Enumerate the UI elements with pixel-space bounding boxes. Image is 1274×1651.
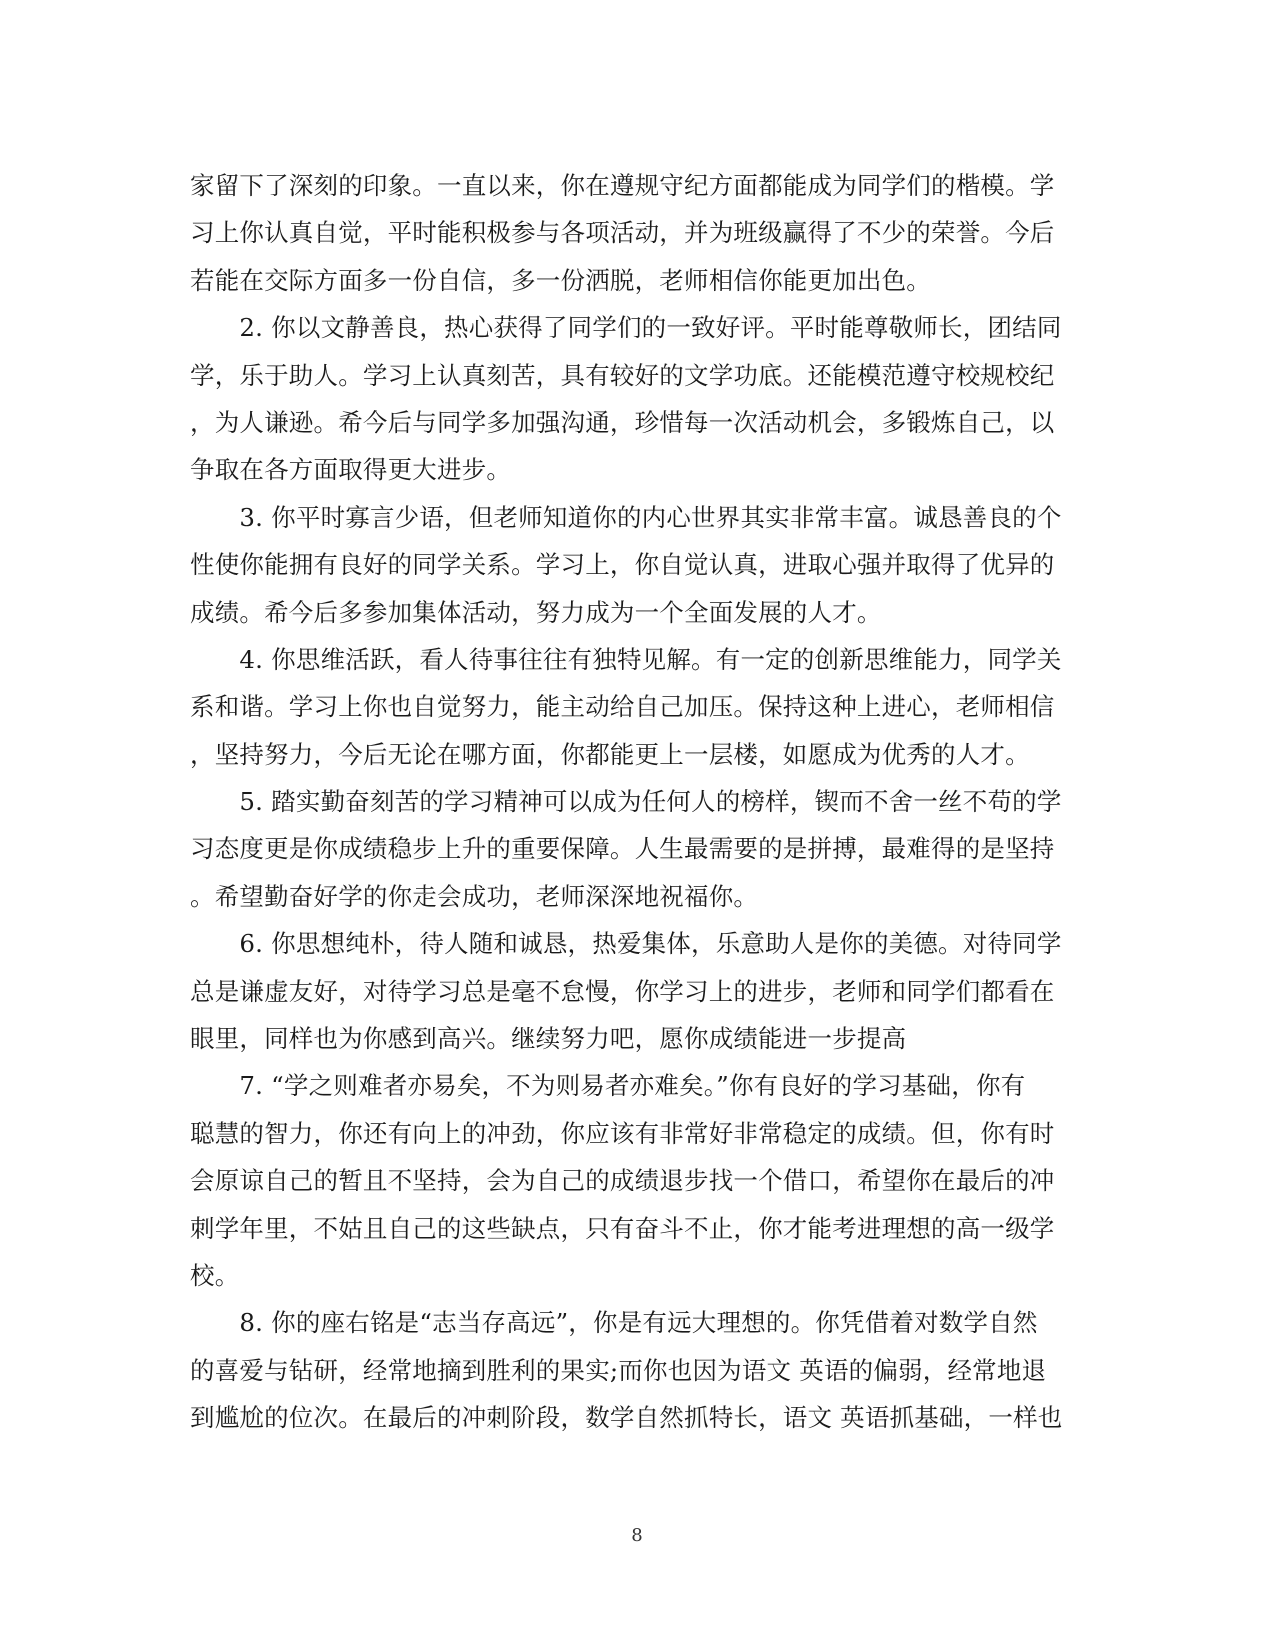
- text-line: 眼里，同样也为你感到高兴。继续努力吧，愿你成绩能进一步提高: [190, 1024, 907, 1054]
- text-line: 的喜爱与钻研，经常地摘到胜利的果实;而你也因为语文 英语的偏弱，经常地退: [190, 1355, 1047, 1385]
- text-line: 争取在各方面取得更大进步。: [190, 455, 512, 485]
- text-line: 若能在交际方面多一份自信，多一份洒脱，老师相信你能更加出色。: [190, 265, 931, 295]
- text-line: 性使你能拥有良好的同学关系。学习上，你自觉认真，进取心强并取得了优异的: [190, 550, 1055, 580]
- text-line: 到尴尬的位次。在最后的冲刺阶段，数学自然抓特长，语文 英语抓基础，一样也: [190, 1403, 1063, 1433]
- text-line: ，为人谦逊。希今后与同学多加强沟通，珍惜每一次活动机会，多锻炼自己，以: [190, 407, 1055, 437]
- text-line: 习态度更是你成绩稳步上升的重要保障。人生最需要的是拼搏，最难得的是坚持: [190, 834, 1055, 864]
- text-line: 7. “学之则难者亦易矣，不为则易者亦难矣。”你有良好的学习基础，你有: [190, 1071, 1026, 1101]
- text-line: 总是谦虚友好，对待学习总是毫不怠慢，你学习上的进步，老师和同学们都看在: [190, 976, 1055, 1006]
- text-line: 成绩。希今后多参加集体活动，努力成为一个全面发展的人才。: [190, 597, 882, 627]
- text-line: 4. 你思维活跃，看人待事往往有独特见解。有一定的创新思维能力，同学关: [190, 644, 1062, 674]
- text-line: 3. 你平时寡言少语，但老师知道你的内心世界其实非常丰富。诚恳善良的个: [190, 502, 1062, 532]
- text-line: 会原谅自己的暂且不坚持，会为自己的成绩退步找一个借口，希望你在最后的冲: [190, 1166, 1055, 1196]
- text-line: 校。: [190, 1260, 240, 1290]
- text-line: 2. 你以文静善良，热心获得了同学们的一致好评。平时能尊敬师长，团结同: [190, 313, 1062, 343]
- document-body: [190, 162, 1080, 1442]
- text-line: 8. 你的座右铭是“志当存高远”，你是有远大理想的。你凭借着对数学自然: [190, 1308, 1038, 1338]
- text-line: 习上你认真自觉，平时能积极参与各项活动，并为班级赢得了不少的荣誉。今后: [190, 218, 1055, 248]
- page-number: 8: [631, 1525, 643, 1546]
- text-line: 家留下了深刻的印象。一直以来，你在遵规守纪方面都能成为同学们的楷模。学: [190, 171, 1055, 200]
- text-line: 学，乐于助人。学习上认真刻苦，具有较好的文学功底。还能模范遵守校规校纪: [190, 360, 1055, 390]
- text-line: 聪慧的智力，你还有向上的冲劲，你应该有非常好非常稳定的成绩。但，你有时: [190, 1118, 1055, 1148]
- text-line: 系和谐。学习上你也自觉努力，能主动给自己加压。保持这种上进心，老师相信: [190, 692, 1055, 722]
- text-line: 6. 你思想纯朴，待人随和诚恳，热爱集体，乐意助人是你的美德。对待同学: [190, 929, 1062, 959]
- text-line: 5. 踏实勤奋刻苦的学习精神可以成为任何人的榜样，锲而不舍一丝不苟的学: [190, 787, 1062, 817]
- text-line: 刺学年里，不姑且自己的这些缺点，只有奋斗不止，你才能考进理想的高一级学: [190, 1213, 1055, 1243]
- text-line: ，坚持努力，今后无论在哪方面，你都能更上一层楼，如愿成为优秀的人才。: [190, 739, 1030, 769]
- text-line: 。希望勤奋好学的你走会成功，老师深深地祝福你。: [190, 881, 759, 911]
